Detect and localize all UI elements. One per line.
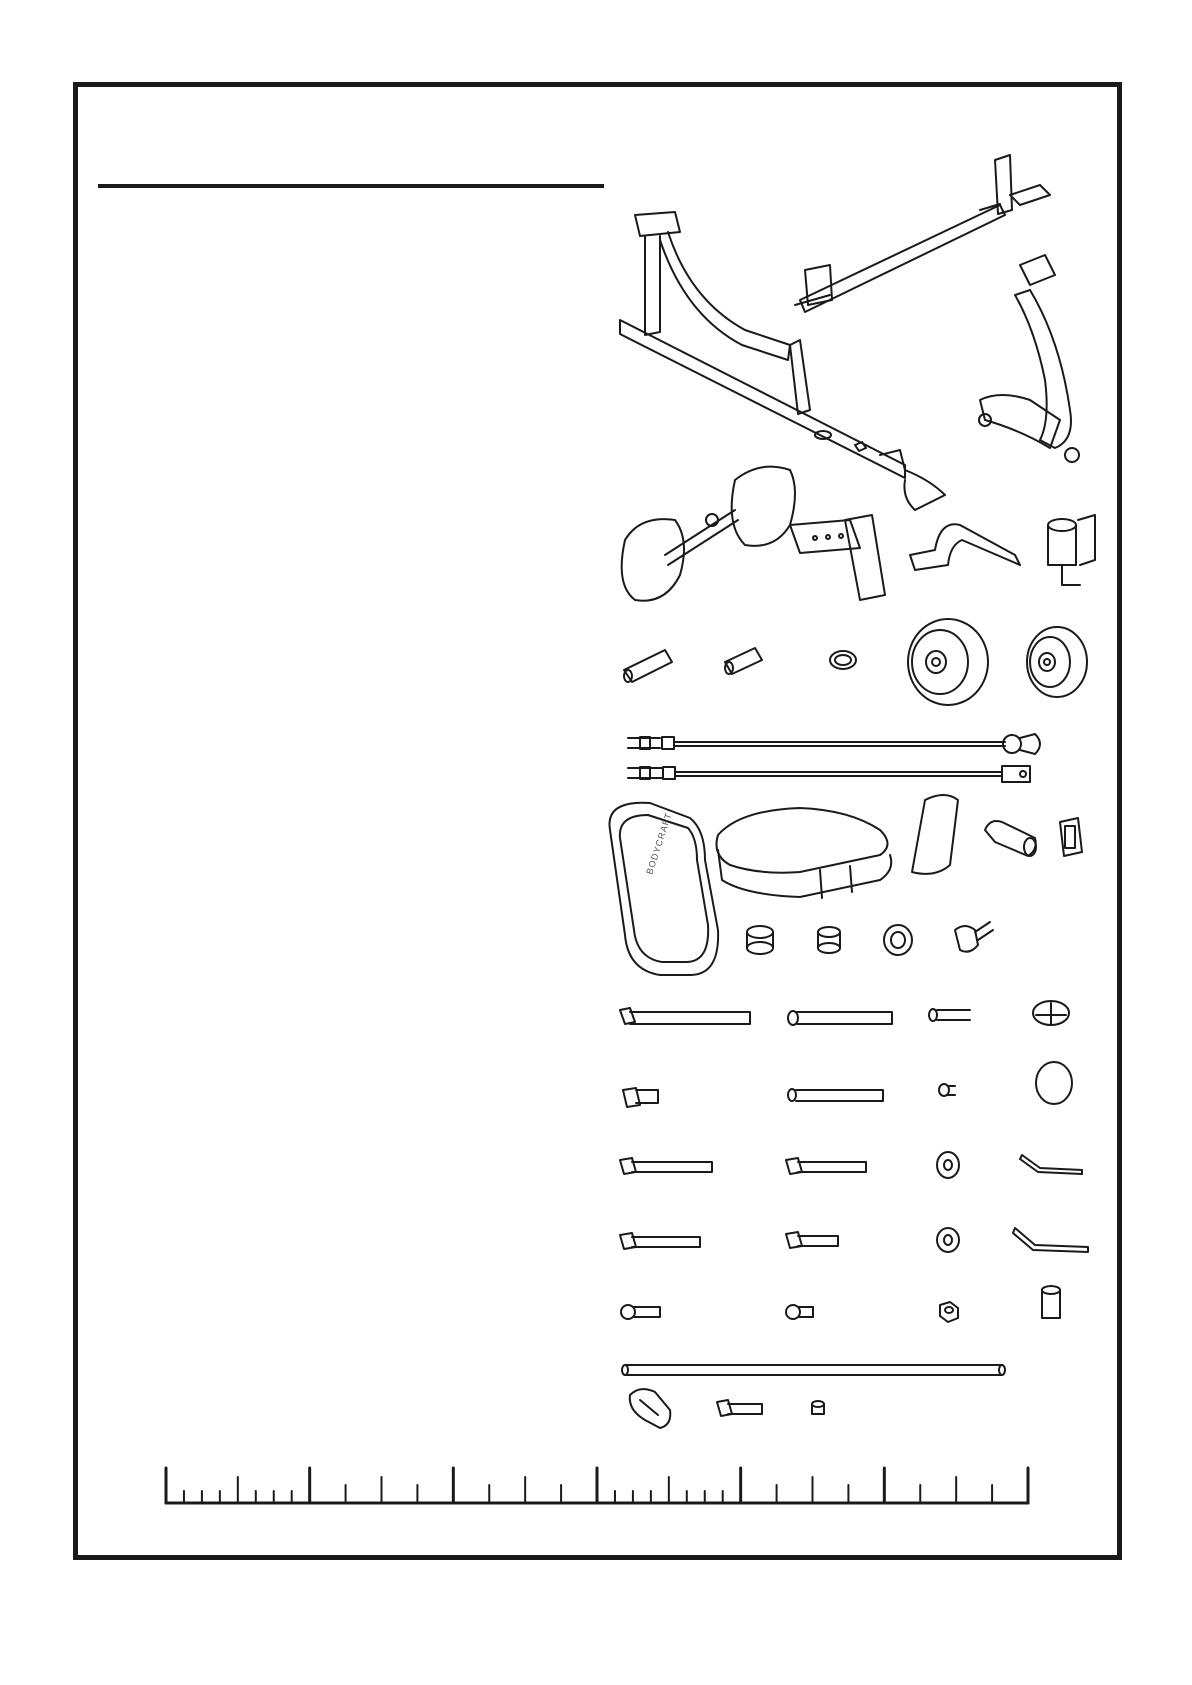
tube-insert-part (1042, 1286, 1060, 1318)
back-pad-part (610, 803, 719, 975)
hex-key-large-part (1013, 1228, 1088, 1252)
lock-nut-part (940, 1302, 958, 1322)
bracket-plate-part (790, 515, 885, 600)
roller-tube-part (985, 821, 1036, 856)
oval-cap-part (1036, 1062, 1072, 1104)
bearing-part (884, 925, 912, 955)
threaded-rod-part (620, 1233, 700, 1249)
long-hex-bolt-part (620, 1008, 750, 1024)
seat-back-brand-text: BODYCRAFT (644, 811, 674, 876)
pedal-assembly-part (622, 467, 795, 601)
button-head-screw-b-part (786, 1305, 813, 1319)
bushing-large-part (747, 926, 773, 954)
pivot-bracket-part (1048, 515, 1095, 585)
medium-pin-part (788, 1089, 883, 1101)
flat-washer-a-part (937, 1152, 959, 1178)
washer-ring-part (830, 651, 856, 669)
square-cap-part (1060, 818, 1082, 856)
bushing-small-part (818, 927, 840, 953)
main-frame-part (620, 212, 945, 510)
socket-screw-part (929, 1009, 970, 1021)
long-pin-part (788, 1011, 892, 1025)
crossbar-frame-part (795, 155, 1050, 312)
cable-clip-part (630, 1389, 670, 1428)
small-pad-part (912, 795, 958, 874)
hex-bolt-b-part (786, 1158, 866, 1174)
handle-bar-part (910, 524, 1020, 570)
shoulder-bolt-part (717, 1400, 762, 1416)
small-screw-part (939, 1084, 955, 1096)
hex-bolt-c-part (786, 1232, 838, 1248)
hex-bolt-a-part (620, 1158, 712, 1174)
adjustment-knob-part (955, 922, 993, 952)
cable-clevis-end-part (628, 766, 1030, 782)
spacer-tube-part (624, 650, 672, 682)
flat-washer-b-part (937, 1228, 959, 1252)
seat-pad-part (717, 808, 892, 898)
hex-key-small-part (1020, 1155, 1082, 1174)
domed-cap-part (1033, 1001, 1069, 1025)
measuring-scale (166, 1468, 1028, 1503)
long-rod-part (622, 1365, 1005, 1375)
curved-upright-part (979, 255, 1079, 462)
small-pulley-part (1027, 627, 1087, 697)
cable-ball-end-part (628, 734, 1040, 754)
button-head-screw-a-part (621, 1305, 660, 1319)
short-spacer-part (725, 648, 762, 674)
short-hex-bolt-part (623, 1088, 658, 1107)
set-screw-part (812, 1401, 824, 1414)
large-pulley-part (908, 619, 988, 705)
